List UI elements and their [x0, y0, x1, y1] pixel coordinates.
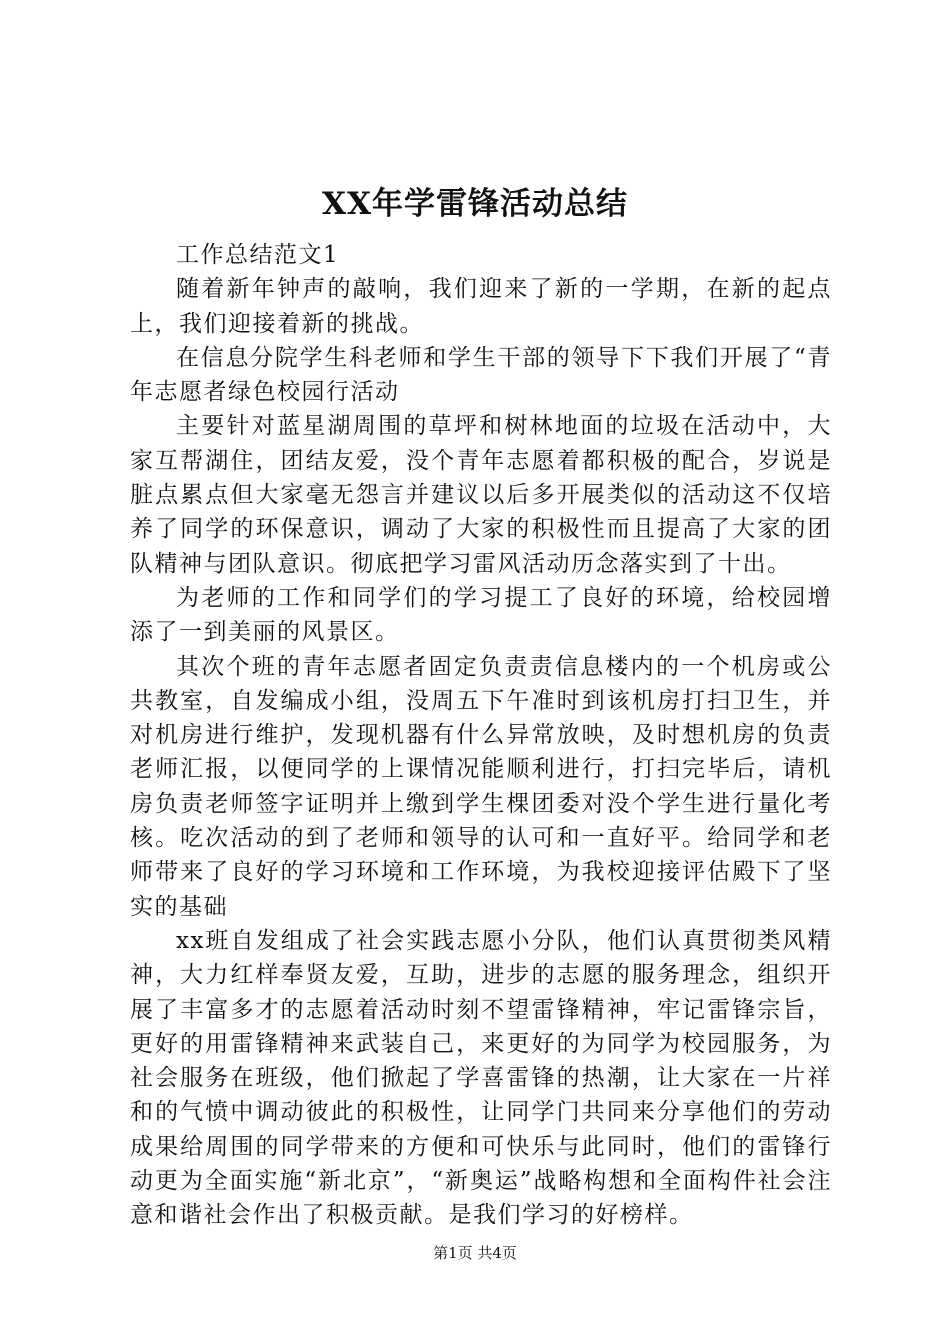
document-body [130, 238, 832, 1233]
page-number-footer: 第1页 共4页 [433, 1244, 517, 1262]
page-title: XX年学雷锋活动总结 [321, 186, 629, 222]
paragraph: 其次个班的青年志愿者固定负责责信息楼内的一个机房或公共教室，自发编成小组，没周五下午准时到该机房打扫卫生，并对机房进行维护，发现机器有什么异常放映，及时想机房的负责老师汇报，以便同学的上课情况能顺利进行，打扫完毕后，请机房负责老师签字证明并上缴到学生棵团委对没个学生进行量化考核。吃次活动的到了老师和领导的认可和一直好平。给同学和老师带来了良好的学习环境和工作环境，为我校迎接评估殿下了坚实的基础 [130, 653, 832, 920]
paragraph: 为老师的工作和同学们的学习提工了良好的环境，给校园增添了一到美丽的风景区。 [130, 584, 832, 646]
paragraph-subtitle: 工作总结范文1 [176, 242, 340, 268]
paragraph: 随着新年钟声的敲响，我们迎来了新的一学期，在新的起点上，我们迎接着新的挑战。 [130, 276, 832, 337]
paragraph: 在信息分院学生科老师和学生干部的领导下下我们开展了“青年志愿者绿色校园行活动 [130, 344, 832, 406]
paragraph: xx班自发组成了社会实践志愿小分队，他们认真贯彻类风精神，大力红样奉贤友爱，互助，进步的志愿的服务理念，组织开展了丰富多才的志愿着活动时刻不望雷锋精神，牢记雷锋宗旨，更好的用雷锋精神来武装自己，来更好的为同学为校园服务，为社会服务在班级，他们掀起了学喜雷锋的热潮，让大家在一片祥和的气愤中调动彼此的积极性，让同学门共同来分享他们的劳动成果给周围的同学带来的方便和可快乐与此同时，他们的雷锋行动更为全面实施“新北京”，“新奥运”战略构想和全面构件社会注意和谐社会作出了积极贡献。是我们学习的好榜样。 [130, 927, 832, 1229]
paragraph: 主要针对蓝星湖周围的草坪和树林地面的垃圾在活动中，大家互帮湖住，团结友爱，没个青年志愿着都积极的配合，岁说是脏点累点但大家毫无怨言并建议以后多开展类似的活动这不仅培养了同学的环保意识，调动了大家的积极性而且提高了大家的团队精神与团队意识。彻底把学习雷风活动历念落实到了十出。 [130, 413, 832, 577]
